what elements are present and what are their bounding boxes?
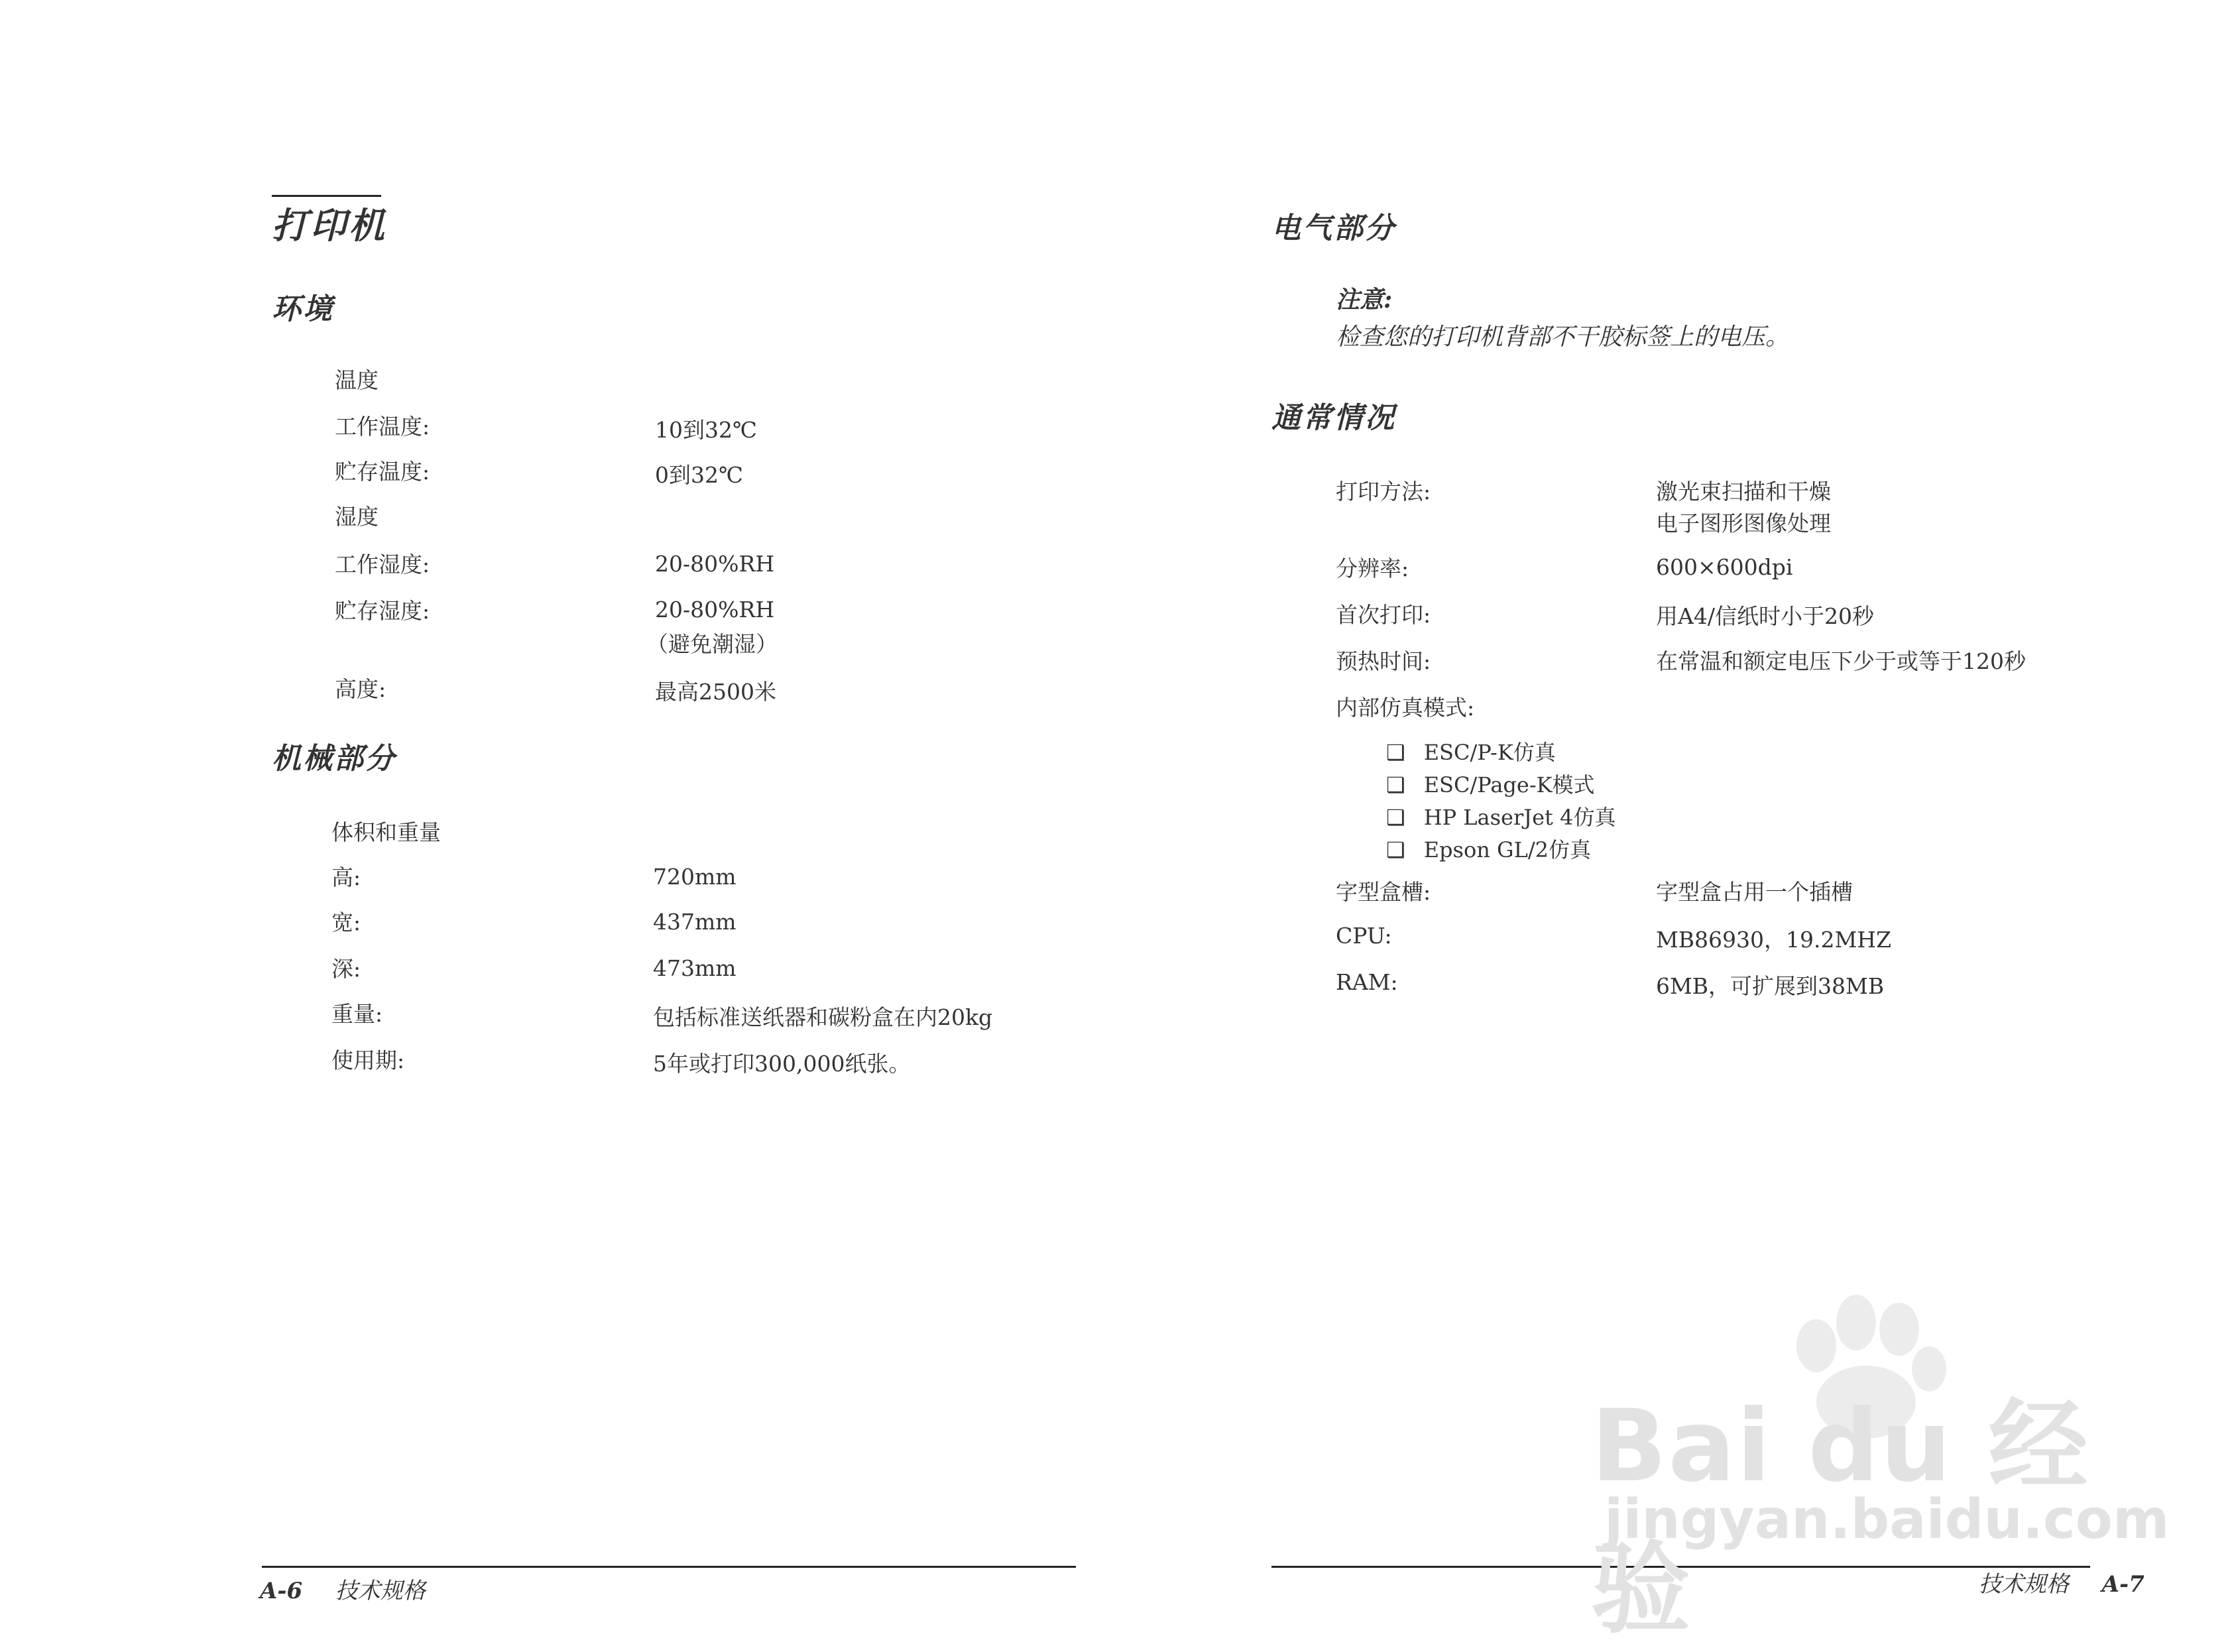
emulation-item	[1386, 833, 1591, 864]
section-heading-electrical: 电气部分	[1271, 211, 1396, 245]
spec-value: 720mm	[653, 864, 736, 890]
checkbox-icon: ❑	[1386, 772, 1405, 797]
spec-value: 20-80%RH	[655, 551, 775, 577]
checkbox-icon: ❑	[1386, 837, 1405, 862]
spec-label: 打印方法:	[1336, 479, 1431, 504]
spec-value: 激光束扫描和干燥	[1656, 479, 1831, 504]
emulation-item-label: ESC/P-K仿真	[1423, 740, 1556, 765]
page-title: 打印机	[272, 204, 387, 247]
spec-label: 重量:	[331, 1001, 383, 1027]
emulation-item-label: ESC/Page-K模式	[1423, 772, 1595, 797]
note-text: 检查您的打印机背部不干胶标签上的电压。	[1336, 324, 1790, 351]
spec-label: 深:	[331, 956, 361, 982]
group-label-temperature: 温度	[335, 367, 379, 393]
watermark-brand: Bai du 经验	[1591, 1389, 2089, 1647]
spec-label: 工作温度:	[335, 414, 430, 440]
spec-value: 600×600dpi	[1656, 554, 1793, 580]
emulation-item-label: HP LaserJet 4仿真	[1423, 805, 1616, 830]
spec-label: 字型盒槽:	[1336, 879, 1431, 905]
spec-value: 473mm	[653, 955, 736, 981]
page-footer	[260, 1572, 426, 1605]
spec-value: 6MB，可扩展到38MB	[1656, 973, 1885, 999]
spec-value: 0到32℃	[655, 462, 743, 488]
emulation-item	[1386, 768, 1595, 799]
checkbox-icon: ❑	[1386, 805, 1405, 830]
spec-value: 437mm	[653, 909, 736, 935]
spec-label: CPU:	[1336, 923, 1392, 949]
emulation-item	[1386, 801, 1616, 831]
watermark-url: jingyan.baidu.com	[1604, 1488, 2170, 1551]
spec-value: 最高2500米	[655, 679, 776, 705]
spec-label: 贮存湿度:	[335, 598, 430, 624]
spec-label: 贮存温度:	[335, 459, 430, 485]
title-rule	[272, 195, 381, 197]
checkbox-icon: ❑	[1386, 740, 1405, 765]
spec-value-note: （避免潮湿）	[646, 631, 778, 657]
spec-value: 包括标准送纸器和碳粉盒在内20kg	[653, 1004, 993, 1030]
spec-label: 分辨率:	[1336, 556, 1409, 581]
emulation-item-label: Epson GL/2仿真	[1423, 837, 1591, 862]
spec-label: 宽:	[331, 910, 361, 935]
emulation-label: 内部仿真模式:	[1336, 695, 1475, 721]
spec-value: 20-80%RH	[655, 597, 775, 622]
spec-label: 高:	[331, 864, 361, 890]
group-label-humidity: 湿度	[335, 504, 379, 530]
emulation-item	[1386, 736, 1556, 766]
spec-label: 首次打印:	[1336, 602, 1431, 628]
spec-value: 10到32℃	[655, 417, 757, 443]
note-title: 注意:	[1336, 286, 1393, 314]
page-number: A-7	[2101, 1571, 2145, 1598]
spec-label: RAM:	[1336, 969, 1398, 995]
spec-value: MB86930，19.2MHZ	[1656, 927, 1891, 953]
spec-label: 预热时间:	[1336, 648, 1431, 674]
section-heading-general: 通常情况	[1271, 401, 1396, 435]
page-number: A-6	[260, 1578, 303, 1604]
section-heading-mechanical: 机械部分	[272, 742, 396, 776]
spec-value: 在常温和额定电压下少于或等于120秒	[1656, 648, 2026, 674]
footer-text: 技术规格	[335, 1578, 426, 1604]
left-page	[0, 0, 1117, 1623]
footer-rule	[262, 1566, 1076, 1568]
footer-text: 技术规格	[1979, 1571, 2069, 1598]
spec-label: 工作湿度:	[335, 552, 430, 577]
section-heading-environment: 环境	[272, 292, 334, 326]
spec-value: 用A4/信纸时小于20秒	[1656, 603, 1874, 629]
spec-value: 5年或打印300,000纸张。	[653, 1051, 911, 1077]
spec-value-line2: 电子图形图像处理	[1656, 510, 1831, 536]
spec-label: 使用期:	[331, 1047, 405, 1073]
spec-label: 高度:	[335, 676, 386, 702]
spec-value: 字型盒占用一个插槽	[1656, 879, 1853, 905]
group-label-size-weight: 体积和重量	[331, 819, 441, 845]
